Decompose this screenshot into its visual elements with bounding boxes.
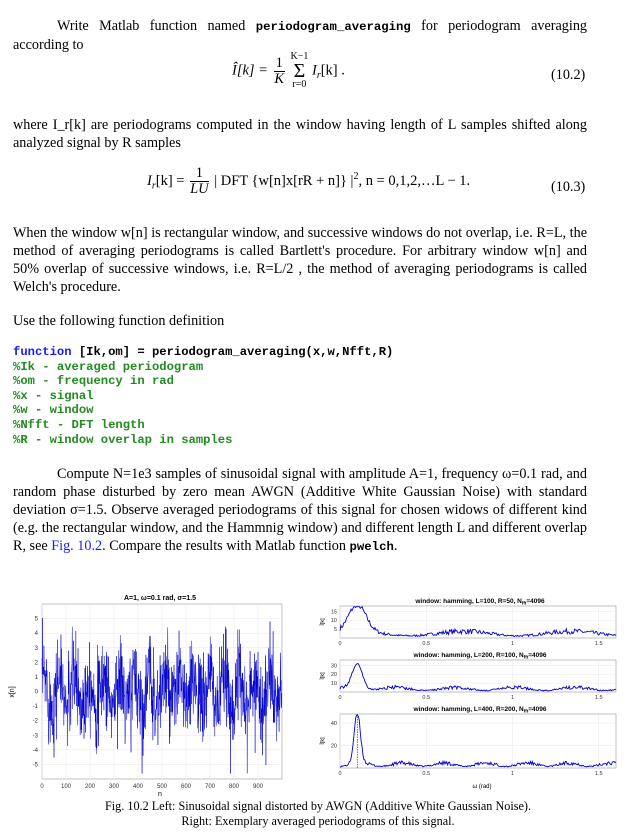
- figure-caption: Fig. 10.2 Left: Sinusoidal signal distorted by AWGN (Additive White Gaussian Noise). Right: Exemplary averaged periodograms of this signal.: [105, 799, 531, 828]
- function-name: periodogram_averaging: [255, 20, 411, 34]
- code-comment: %R - window overlap in samples: [13, 432, 233, 447]
- x-tick-label: 1: [510, 641, 515, 647]
- left-plot-xlabel: n: [158, 791, 162, 798]
- x-tick-label: 1: [510, 695, 515, 701]
- periodogram-ylabel: Î[k]: [320, 672, 326, 680]
- y-tick-label: -1: [32, 704, 38, 711]
- y-tick-label: 20: [330, 743, 337, 750]
- x-tick-label: 1.5: [594, 641, 603, 647]
- periodogram-title-2: window: hamming, L=200, R=100, $N_{fft}=4096$: [413, 652, 547, 660]
- code-comment: %x - signal: [13, 388, 94, 403]
- y-tick-label: 10: [330, 681, 337, 688]
- y-tick-label: 20: [330, 672, 337, 679]
- x-tick-label: 0.5: [422, 695, 431, 701]
- y-tick-label: 1: [34, 674, 38, 681]
- intro-paragraph: Write Matlab function named periodogram_averaging for periodogram averaging according to: [13, 18, 588, 53]
- y-tick-label: 10: [330, 618, 337, 625]
- code-comment: %w - window: [13, 403, 94, 418]
- x-tick-label: 100: [60, 784, 72, 790]
- y-tick-label: 5: [34, 616, 38, 623]
- x-tick-label: 0: [338, 771, 342, 777]
- x-tick-label: 200: [84, 784, 96, 790]
- pwelch-function-name: pwelch: [349, 540, 394, 554]
- x-tick-label: 800: [228, 784, 240, 790]
- x-tick-label: 700: [204, 784, 216, 790]
- code-comment: %om - frequency in rad: [13, 374, 174, 389]
- x-tick-label: 0: [338, 695, 342, 701]
- x-tick-label: 1: [510, 771, 515, 777]
- code-signature: [Ik,om] = periodogram_averaging(x,w,Nfft,R): [71, 345, 394, 359]
- code-comment: %Ik - averaged periodogram: [13, 359, 204, 374]
- x-tick-label: 1.5: [594, 695, 603, 701]
- periodogram-xlabel: ω (rad): [472, 784, 492, 790]
- x-tick-label: 0: [40, 784, 44, 790]
- y-tick-label: -2: [32, 718, 38, 725]
- x-tick-label: 500: [156, 784, 168, 790]
- paragraph-5: Compute N=1e3 samples of sinusoidal signal with amplitude A=1, frequency ω=0.1 rad, and random phase disturbed by zero mean AWGN (Additive White Gaussian Noise) with standard deviation σ=1.5. Observe averaged periodograms of this signal for chosen widows of different kind (e.g. the rectangular window, and the Hammnig window) and different length L and different overlap R, see Fig. 10.2. Compare the results with Matlab function pwelch.: [13, 466, 587, 554]
- y-tick-label: 15: [330, 609, 337, 616]
- periodogram-ylabel: Î[k]: [320, 618, 326, 626]
- y-tick-label: 30: [330, 663, 337, 670]
- y-tick-label: -5: [32, 762, 38, 769]
- equation-10-2: Î[k] = $\frac{1}{K}$ K−1 Σ r=0 $I_r[k]$ .: [232, 51, 345, 90]
- y-tick-label: 0: [34, 689, 38, 696]
- code-block: [13, 345, 393, 447]
- periodogram-axes: [340, 714, 616, 768]
- y-tick-label: -3: [32, 733, 38, 740]
- y-tick-label: 5: [333, 627, 337, 634]
- x-tick-label: 0.5: [422, 641, 431, 647]
- periodogram-title-1: window: hamming, L=100, R=50, $N_{fft}=4096$: [415, 598, 545, 606]
- x-tick-label: 600: [180, 784, 192, 790]
- code-comment: %Nfft - DFT length: [13, 417, 145, 432]
- left-signal-plot: [0, 590, 300, 800]
- figure-link[interactable]: Fig. 10.2: [51, 538, 103, 554]
- equation-number-10-3: (10.3): [551, 179, 586, 195]
- x-tick-label: 0: [338, 641, 342, 647]
- right-periodogram-plots: [300, 590, 636, 800]
- x-tick-label: 400: [132, 784, 144, 790]
- paragraph-2: where I_r[k] are periodograms computed in the window having length of L samples shifted along analyzed signal by R samples: [13, 117, 587, 151]
- y-tick-label: 2: [34, 660, 38, 667]
- x-tick-label: 900: [252, 784, 264, 790]
- paragraph-3: When the window w[n] is rectangular window, and successive windows do not overlap, i.e. R=L, the method of averaging periodograms is called Bartlett's procedure. For arbitrary window w[n] and 50% overlap of successive windows, i.e. R=L/2 , the method of averaging periodograms is called Welch's procedure.: [13, 225, 587, 295]
- code-keyword: function: [13, 345, 72, 359]
- paragraph-4: Use the following function definition: [13, 313, 225, 329]
- left-plot-ylabel: x[n]: [9, 686, 16, 698]
- y-tick-label: -4: [32, 747, 38, 754]
- equation-10-3: $I_r[k]$ = $\frac{1}{LU}$ | DFT {w[n]x[rR + n]} $|^2$, n = 0,1,2,…L − 1.: [147, 165, 471, 197]
- y-tick-label: 3: [34, 645, 38, 652]
- equation-number-10-2: (10.2): [551, 67, 586, 83]
- periodogram-title-3: window: hamming, L=400, R=200, $N_{fft}=4096$: [413, 706, 547, 714]
- x-tick-label: 300: [108, 784, 120, 790]
- y-tick-label: 4: [34, 631, 38, 638]
- x-tick-label: 0.5: [422, 771, 431, 777]
- x-tick-label: 1.5: [594, 771, 603, 777]
- y-tick-label: 40: [330, 721, 337, 727]
- left-plot-title: A=1, ω=0.1 rad, σ=1.5: [124, 595, 196, 602]
- periodogram-ylabel: Î[k]: [320, 737, 326, 745]
